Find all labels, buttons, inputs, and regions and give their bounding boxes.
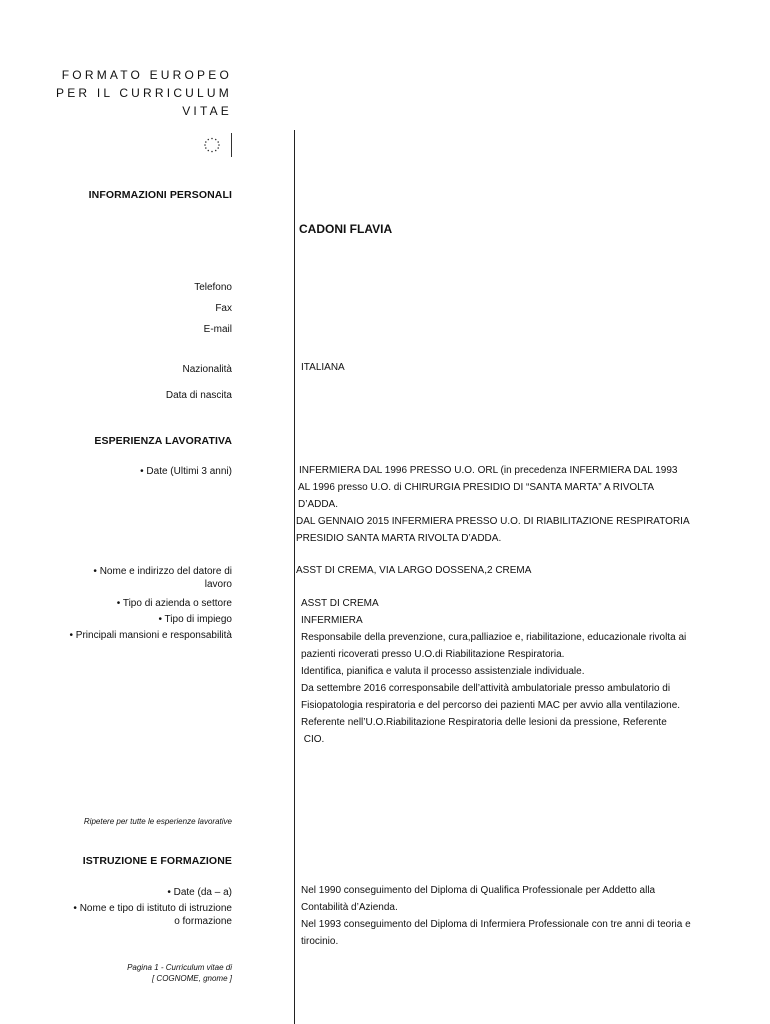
footer-line: Pagina 1 - Curriculum vitae di <box>127 963 232 972</box>
duties-line: Da settembre 2016 corresponsabile dell’attività ambulatoriale presso ambulatorio di <box>301 683 671 694</box>
employer-value: ASST DI CREMA, VIA LARGO DOSSENA,2 CREMA <box>296 565 532 576</box>
exp-date-value <box>297 462 690 547</box>
duties-line: Fisiopatologia respiratoria e del percorso dei pazienti MAC per avvio alla ventilazione. <box>301 700 681 711</box>
exp-date-label: • Date (Ultimi 3 anni) <box>140 466 232 477</box>
edu-institute-label-line: o formazione <box>174 916 232 927</box>
exp-date-line: DAL GENNAIO 2015 INFERMIERA PRESSO U.O. DI RIABILITAZIONE RESPIRATORIA <box>296 516 690 527</box>
title-line-2: PER IL CURRICULUM <box>56 86 232 100</box>
employer-label <box>93 565 232 591</box>
person-name: CADONI FLAVIA <box>299 222 393 236</box>
education-details <box>301 882 691 950</box>
edu-line: Contabilità d’Azienda. <box>301 902 398 913</box>
fax-label: Fax <box>215 303 232 314</box>
title-line-1: FORMATO EUROPEO <box>61 68 232 82</box>
duties-line: Identifica, pianifica e valuta il processo assistenziale individuale. <box>301 666 585 677</box>
edu-institute-label <box>73 902 232 928</box>
sector-label: • Tipo di azienda o settore <box>116 598 232 609</box>
nationality-value: ITALIANA <box>301 362 345 373</box>
duties-line: Referente nell’U.O.Riabilitazione Respiratoria delle lesioni da pressione, Referente <box>301 717 667 728</box>
nationality-label: Nazionalità <box>182 364 232 375</box>
duties-label: • Principali mansioni e responsabilità <box>69 630 232 641</box>
edu-line: tirocinio. <box>301 936 339 947</box>
exp-date-line: INFERMIERA DAL 1996 PRESSO U.O. ORL (in precedenza INFERMIERA DAL 1993 <box>299 465 678 476</box>
job-type-label: • Tipo di impiego <box>158 614 232 625</box>
edu-date-label: • Date (da – a) <box>167 887 232 898</box>
section-experience: ESPERIENZA LAVORATIVA <box>94 435 232 447</box>
experience-details <box>301 595 686 748</box>
exp-date-line: AL 1996 presso U.O. di CHIRURGIA PRESIDIO DI “SANTA MARTA” A RIVOLTA <box>298 482 655 493</box>
telefono-label: Telefono <box>194 282 232 293</box>
birthdate-label: Data di nascita <box>165 390 232 401</box>
page-footer <box>127 962 232 984</box>
logo-divider <box>231 133 232 157</box>
sector-value: ASST DI CREMA <box>301 598 379 609</box>
cv-format-title <box>56 66 232 120</box>
employer-label-line: lavoro <box>204 579 232 590</box>
footer-line: [ COGNOME, gnome ] <box>151 974 232 983</box>
duties-line: Responsabile della prevenzione, cura,palliazioe e, riabilitazione, educazionale rivolta ai <box>301 632 687 643</box>
title-line-3: VITAE <box>182 104 232 118</box>
email-label: E-mail <box>203 324 232 335</box>
repeat-note: Ripetere per tutte le esperienze lavorative <box>83 817 232 826</box>
edu-line: Nel 1990 conseguimento del Diploma di Qualifica Professionale per Addetto alla <box>301 885 656 896</box>
duties-line: pazienti ricoverati presso U.O.di Riabilitazione Respiratoria. <box>301 649 565 660</box>
duties-line: CIO. <box>301 734 325 745</box>
exp-date-line: D’ADDA. <box>298 499 339 510</box>
exp-date-line: PRESIDIO SANTA MARTA RIVOLTA D’ADDA. <box>296 533 502 544</box>
edu-institute-label-line: • Nome e tipo di istituto di istruzione <box>73 903 232 914</box>
section-personal-info: INFORMAZIONI PERSONALI <box>88 189 232 201</box>
eu-stars-icon <box>203 137 221 153</box>
edu-line: Nel 1993 conseguimento del Diploma di Infermiera Professionale con tre anni di teoria e <box>301 919 691 930</box>
section-education: ISTRUZIONE E FORMAZIONE <box>82 855 232 867</box>
employer-label-line: • Nome e indirizzo del datore di <box>93 566 232 577</box>
job-type-value: INFERMIERA <box>301 615 363 626</box>
